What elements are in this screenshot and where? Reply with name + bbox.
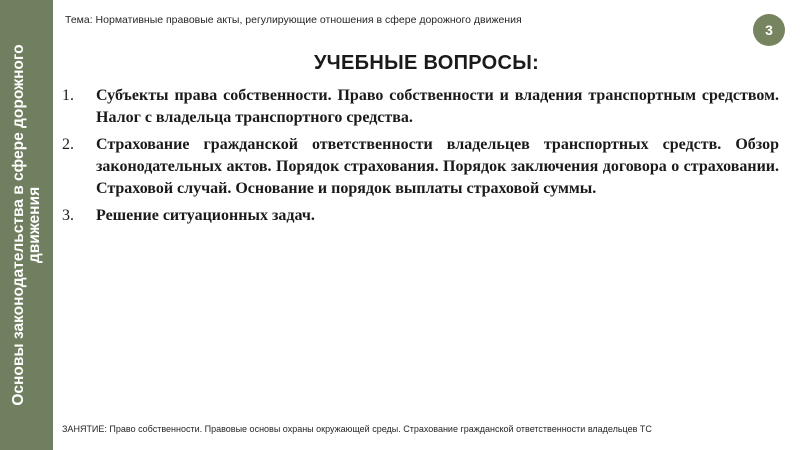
question-text: Страхование гражданской ответственности владельцев транспортных средств. Обзор законодательных актов. Порядок страхования. Порядок заключения договора о страховании. Страховой случай. Основание и порядок выплаты страховой суммы. (96, 136, 779, 197)
question-text: Решение ситуационных задач. (96, 207, 315, 224)
question-text: Субъекты права собственности. Право собственности и владения транспортным средством. Налог с владельца транспортного средства. (96, 87, 779, 126)
sidebar (0, 0, 53, 450)
lesson-footer: ЗАНЯТИЕ: Право собственности. Правовые основы охраны окружающей среды. Страхование гражданской ответственности владельцев ТС (62, 424, 652, 434)
question-number: 1. (62, 87, 74, 104)
questions-list (62, 85, 779, 232)
question-item (62, 205, 779, 227)
question-number: 3. (62, 207, 74, 224)
question-item (62, 134, 779, 200)
sidebar-title: Основы законодательства в сфере дорожного движения (10, 44, 43, 406)
page-number-badge: 3 (753, 14, 785, 46)
topic-header: Тема: Нормативные правовые акты, регулирующие отношения в сфере дорожного движения (65, 14, 522, 26)
question-number: 2. (62, 136, 74, 153)
question-item (62, 85, 779, 129)
slide-heading: УЧЕБНЫЕ ВОПРОСЫ: (313, 52, 540, 74)
